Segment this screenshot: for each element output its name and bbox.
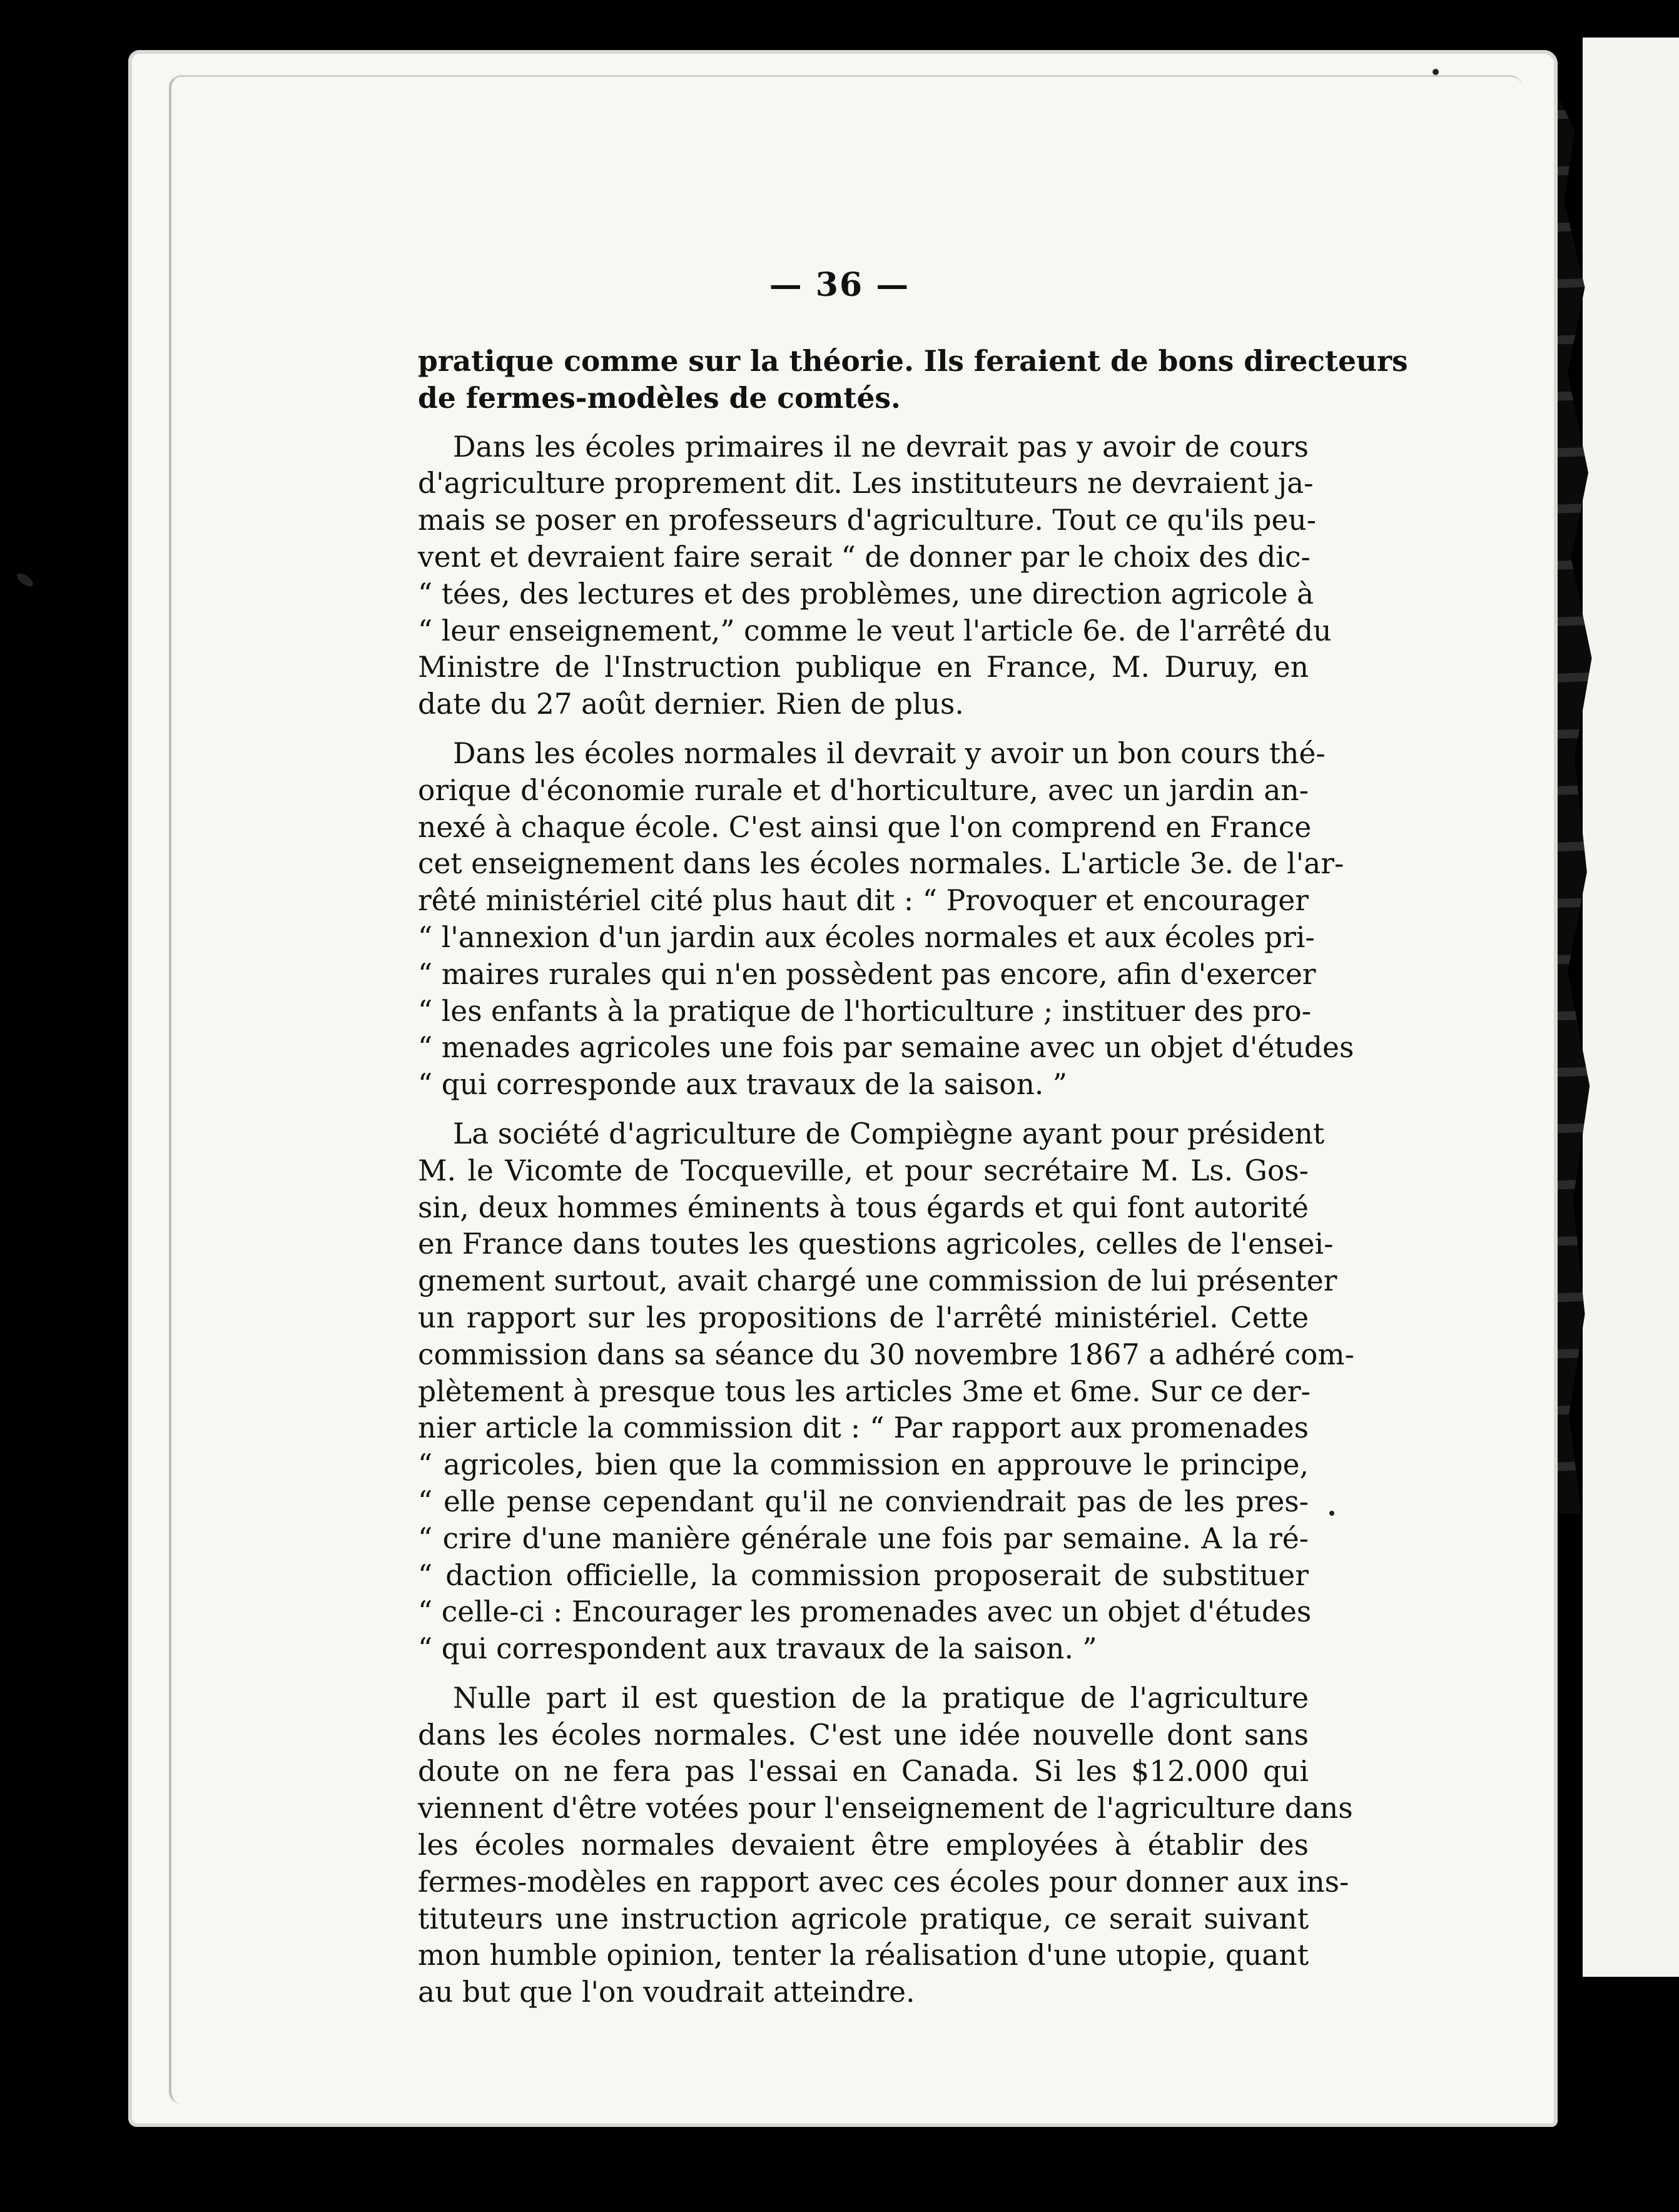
text-line: orique d'économie rurale et d'horticulture, avec un jardin an- — [418, 773, 1309, 807]
text-line: Ministre de l'Instruction publique en France, M. Duruy, en — [418, 651, 1309, 684]
text-line: “ leur enseignement,” comme le veut l'article 6e. de l'arrêté du — [418, 614, 1332, 647]
text-line: date du 27 août dernier. Rien de plus. — [418, 687, 964, 721]
paragraph-2 — [418, 429, 1332, 723]
ink-speck — [1433, 69, 1439, 75]
text-line: Dans les écoles primaires il ne devrait pas y avoir de cours — [453, 430, 1309, 464]
text-line: gnement surtout, avait chargé une commission de lui présenter — [418, 1264, 1337, 1298]
text-line: cet enseignement dans les écoles normales. L'article 3e. de l'ar- — [418, 847, 1344, 881]
text-line: “ tées, des lectures et des problèmes, une direction agricole à — [418, 577, 1314, 611]
text-line: rêté ministériel cité plus haut dit : “ Provoquer et encourager — [418, 884, 1309, 918]
paragraph-4 — [418, 1116, 1354, 1668]
text-line: “ celle-ci : Encourager les promenades avec un objet d'études — [418, 1595, 1312, 1629]
text-line: de fermes-modèles de comtés. — [418, 380, 901, 415]
text-line: un rapport sur les propositions de l'arrêté ministériel. Cette — [418, 1301, 1309, 1334]
text-line: dans les écoles normales. C'est une idée nouvelle dont sans — [418, 1718, 1309, 1752]
text-line: d'agriculture proprement dit. Les instituteurs ne devraient ja- — [418, 467, 1314, 500]
text-line: mon humble opinion, tenter la réalisation d'une utopie, quant — [418, 1939, 1309, 1972]
text-line: en France dans toutes les questions agricoles, celles de l'ensei- — [418, 1227, 1334, 1261]
text-line: tituteurs une instruction agricole pratique, ce serait suivant — [418, 1902, 1309, 1936]
text-line: au but que l'on voudrait atteindre. — [418, 1976, 915, 2009]
text-line: doute on ne fera pas l'essai en Canada. Si les $12.000 qui — [418, 1755, 1309, 1788]
text-line: “ crire d'une manière générale une fois par semaine. A la ré- — [418, 1521, 1309, 1555]
back-page-edge — [1583, 38, 1679, 1977]
ink-speck — [1329, 1511, 1334, 1516]
text-line: “ qui correspondent aux travaux de la saison. ” — [418, 1632, 1097, 1666]
text-line: Dans les écoles normales il devrait y avoir un bon cours thé- — [453, 736, 1326, 770]
text-line: La société d'agriculture de Compiègne ayant pour président — [453, 1117, 1325, 1150]
text-line: Nulle part il est question de la pratique de l'agriculture — [453, 1681, 1309, 1715]
paragraph-5 — [418, 1680, 1353, 2011]
text-line: M. le Vicomte de Tocqueville, et pour secrétaire M. Ls. Gos- — [418, 1154, 1309, 1187]
paragraph-1 — [418, 343, 1408, 417]
text-line: “ maires rurales qui n'en possèdent pas encore, afin d'exercer — [418, 957, 1316, 991]
text-line: “ l'annexion d'un jardin aux écoles normales et aux écoles pri- — [418, 920, 1315, 954]
text-line: “ menades agricoles une fois par semaine avec un objet d'études — [418, 1031, 1354, 1065]
paragraph-3 — [418, 736, 1354, 1103]
text-line: nexé à chaque école. C'est ainsi que l'on comprend en France — [418, 810, 1312, 844]
text-line: “ les enfants à la pratique de l'horticulture ; instituer des pro- — [418, 994, 1312, 1028]
text-line: “ agricoles, bien que la commission en approuve le principe, — [418, 1448, 1309, 1482]
text-line: pratique comme sur la théorie. Ils feraient de bons directeurs — [418, 344, 1408, 378]
text-line: fermes-modèles en rapport avec ces écoles pour donner aux ins- — [418, 1865, 1349, 1899]
text-line: “ elle pense cependant qu'il ne conviendrait pas de les pres- — [418, 1484, 1309, 1518]
ink-speck — [15, 571, 36, 589]
text-line: sin, deux hommes éminents à tous égards et qui font autorité — [418, 1190, 1309, 1224]
text-line: commission dans sa séance du 30 novembre 1867 a adhéré com- — [418, 1337, 1354, 1371]
text-line: les écoles normales devaient être employées à établir des — [418, 1829, 1309, 1862]
text-line: “ qui corresponde aux travaux de la saison. ” — [418, 1068, 1068, 1102]
body-text — [418, 343, 1408, 2024]
page-number: — 36 — — [769, 266, 910, 304]
text-line: plètement à presque tous les articles 3me et 6me. Sur ce der- — [418, 1374, 1311, 1408]
text-line: mais se poser en professeurs d'agriculture. Tout ce qu'ils peu- — [418, 504, 1317, 537]
text-line: vent et devraient faire serait “ de donner par le choix des dic- — [418, 540, 1311, 574]
text-line: “ daction officielle, la commission proposerait de substituer — [418, 1558, 1309, 1592]
text-line: viennent d'être votées pour l'enseignement de l'agriculture dans — [418, 1792, 1353, 1825]
text-line: nier article la commission dit : “ Par rapport aux promenades — [418, 1411, 1309, 1445]
